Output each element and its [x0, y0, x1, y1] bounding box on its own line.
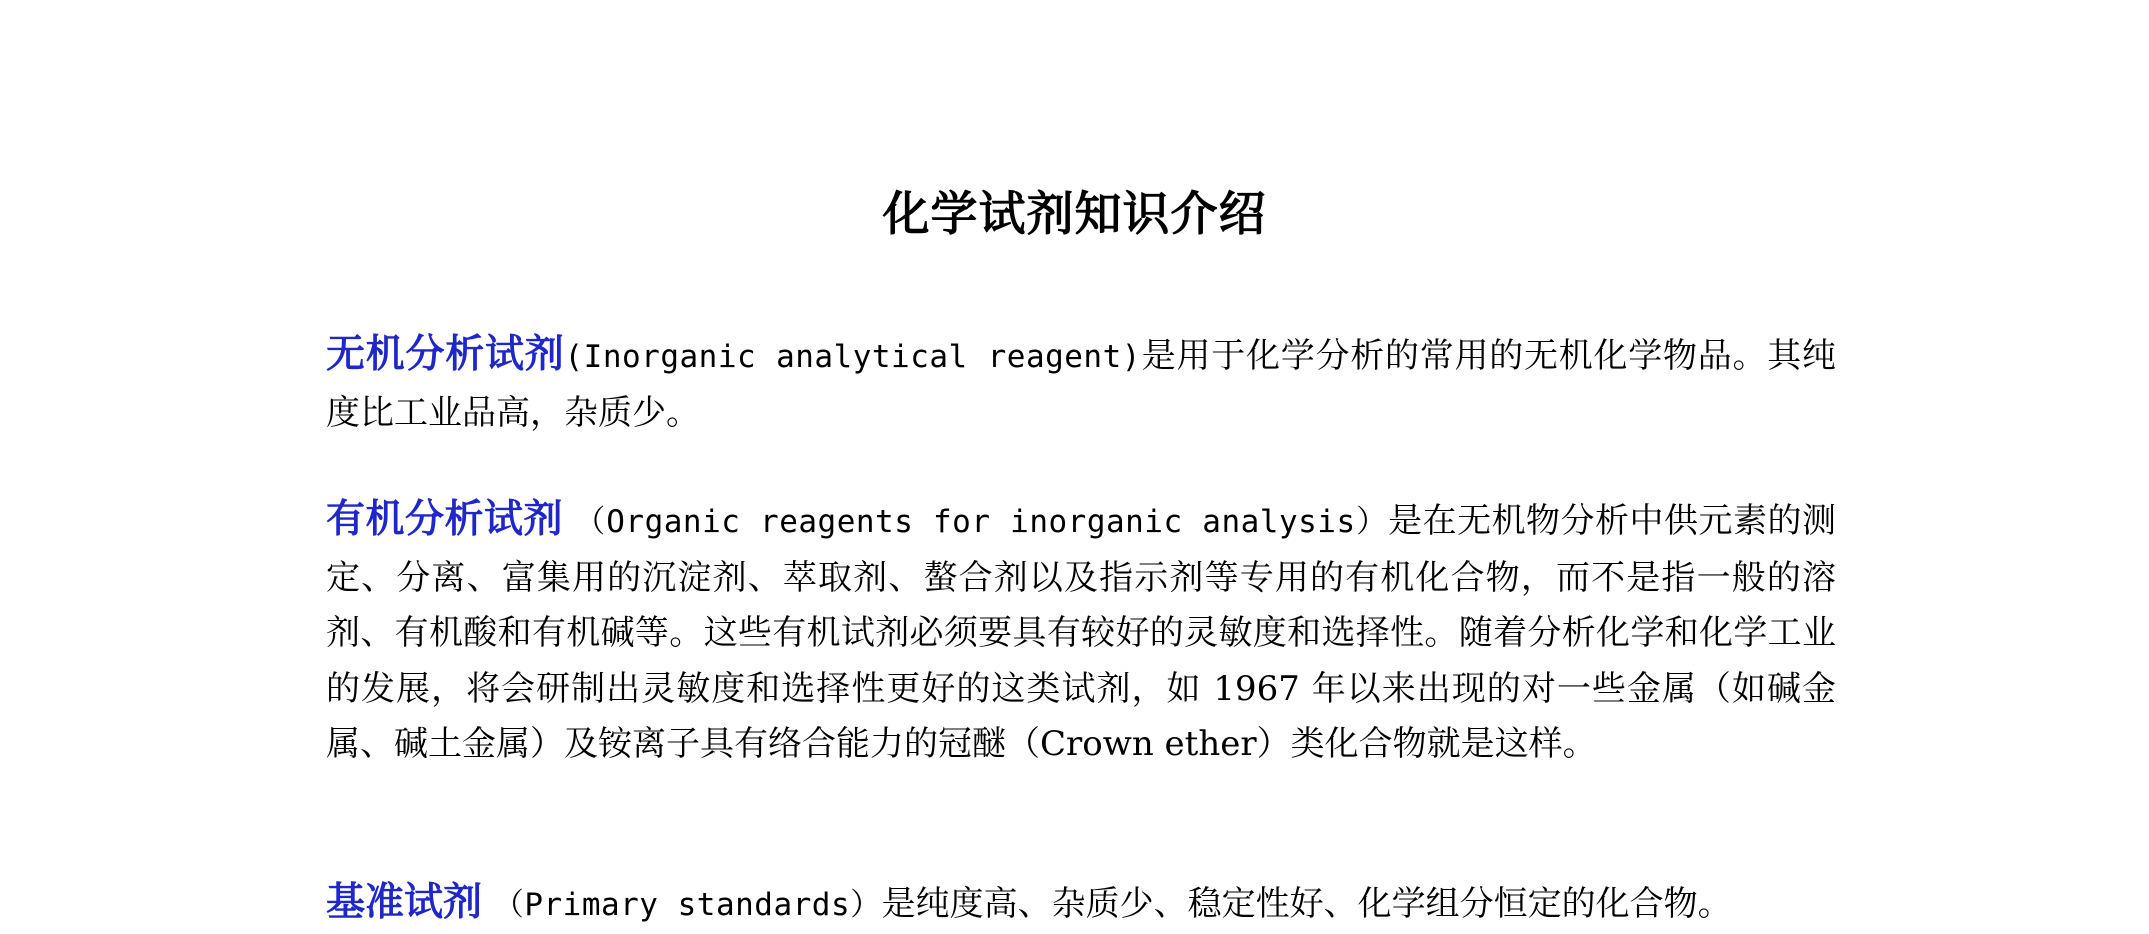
section-text: 是用于化学分析的常用的无机化学物品。其纯度比工业品高，杂质少。 [326, 336, 1836, 433]
section-english-name: (Inorganic analytical reagent) [564, 339, 1141, 375]
section-term: 无机分析试剂 [326, 332, 565, 377]
section-paragraph [326, 875, 1836, 934]
section-term: 基准试剂 [326, 880, 483, 925]
section-english-name: （Primary standards） [492, 887, 882, 923]
section-text: 是纯度高、杂质少、稳定性好、化学组分恒定的化合物。 [881, 884, 1732, 924]
section-english-name: （Organic reagents for inorganic analysis） [574, 504, 1389, 540]
document-title: 化学试剂知识介绍 [882, 187, 1267, 242]
section-text: 是在无机物分析中供元素的测定、分离、富集用的沉淀剂、萃取剂、螯合剂以及指示剂等专用的有机化合物，而不是指一般的溶剂、有机酸和有机碱等。这些有机试剂必须要具有较好的灵敏度和选择性。随着分析化学和化学工业的发展，将会研制出灵敏度和选择性更好的这类试剂，如 1967 年以来出现的对一些金属（如碱金属、碱土金属）及铵离子具有络合能力的冠醚（Crown ether）类化合物就是这样。 [326, 501, 1836, 764]
section-primary-standards [326, 875, 1836, 934]
section-inorganic-reagent [326, 327, 1836, 441]
section-paragraph [326, 327, 1836, 441]
section-paragraph [326, 492, 1836, 773]
section-organic-reagent [326, 492, 1836, 773]
section-term: 有机分析试剂 [326, 497, 563, 542]
